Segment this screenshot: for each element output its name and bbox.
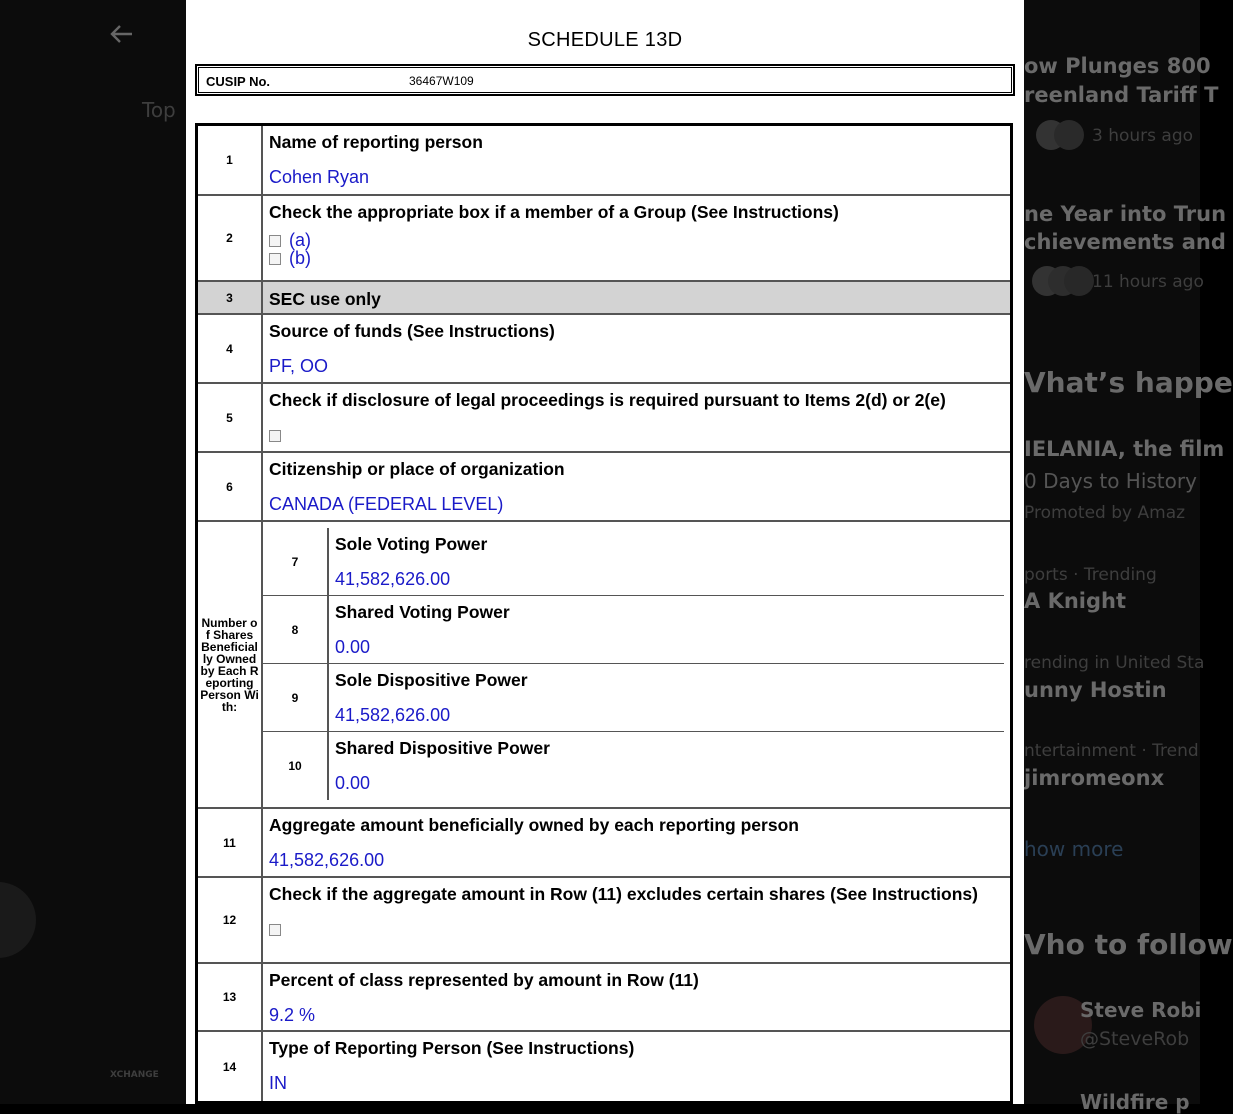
row-question: Sole Dispositive Power [335, 670, 528, 690]
row-number: 7 [263, 528, 329, 595]
trend-item-4-meta: ntertainment · Trend [1024, 741, 1199, 761]
news-headline-1[interactable]: ow Plunges 800 [1024, 54, 1211, 78]
avatar [1064, 266, 1094, 296]
row-number: 5 [198, 384, 263, 451]
trend-item-3-meta: rending in United Sta [1024, 653, 1205, 673]
row-number: 8 [263, 596, 329, 663]
row-question: Check if disclosure of legal proceedings is required pursuant to Items 2(d) or 2(e) [269, 390, 946, 410]
group-a-label: (a) [289, 230, 311, 250]
row-answer: CANADA (FEDERAL LEVEL) [269, 494, 504, 514]
table-row [198, 126, 1010, 196]
news-headline-2[interactable]: ne Year into Trun [1024, 202, 1227, 226]
table-row [198, 878, 1010, 964]
row-number: 13 [198, 964, 263, 1030]
row-answer: 0.00 [335, 773, 371, 793]
table-row [198, 1032, 1010, 1101]
group-a-checkbox[interactable] [269, 235, 281, 247]
follow-suggestion-name[interactable]: Steve Robi [1080, 998, 1202, 1022]
row-question: Percent of class represented by amount in Row (11) [269, 970, 699, 990]
top-tab-label[interactable]: Top [142, 98, 176, 122]
row-question: Source of funds (See Instructions) [269, 321, 555, 341]
row-question: Citizenship or place of organization [269, 459, 565, 479]
row-number: 9 [263, 664, 329, 731]
table-row [263, 732, 1004, 800]
floating-action-button[interactable] [0, 882, 36, 958]
excludes-shares-checkbox[interactable] [269, 924, 281, 936]
table-row [198, 282, 1010, 315]
table-row [198, 196, 1010, 282]
table-row [198, 315, 1010, 384]
trend-item-1-promoted: Promoted by Amaz [1024, 503, 1186, 523]
shares-owned-label: Number of Shares Beneficially Owned by Each Reporting Person With: [198, 522, 263, 807]
row-number: 10 [263, 732, 329, 800]
table-row [263, 664, 1004, 732]
shares-block [198, 522, 1010, 809]
trend-item-3[interactable]: unny Hostin [1024, 678, 1167, 702]
row-answer: PF, OO [269, 356, 329, 376]
row-answer: 41,582,626.00 [269, 850, 385, 870]
page-title: SCHEDULE 13D [527, 29, 683, 51]
row-question: Check if the aggregate amount in Row (11) excludes certain shares (See Instructions) [269, 884, 978, 904]
row-question: Name of reporting person [269, 132, 483, 152]
cusip-label: CUSIP No. [206, 74, 271, 89]
news-meta-1: 3 hours ago [1092, 126, 1194, 146]
table-row [198, 964, 1010, 1032]
whats-happening-title: Vhat’s happe [1024, 366, 1233, 399]
group-b-label: (b) [289, 248, 311, 268]
table-row [198, 384, 1010, 453]
trend-item-4[interactable]: jimromeonx [1024, 766, 1165, 790]
row-number: 6 [198, 453, 263, 520]
trend-item-1-subtitle: 0 Days to History [1024, 469, 1197, 493]
row-number: 1 [198, 126, 263, 194]
cusip-box [195, 64, 1015, 96]
follow-suggestion-handle: @SteveRob [1080, 1028, 1190, 1050]
row-number: 14 [198, 1032, 263, 1101]
row-number: 11 [198, 809, 263, 876]
row-question: Aggregate amount beneficially owned by each reporting person [269, 815, 799, 835]
avatar [1054, 120, 1084, 150]
row-number: 4 [198, 315, 263, 382]
row-number: 3 [198, 282, 263, 313]
table-row [263, 528, 1004, 596]
row-number: 2 [198, 196, 263, 280]
schedule-table [195, 123, 1013, 1104]
trend-item-2-meta: ports · Trending [1024, 565, 1157, 585]
who-to-follow-title: Vho to follow [1024, 928, 1233, 961]
group-b-checkbox[interactable] [269, 253, 281, 265]
row-question: Shared Voting Power [335, 602, 510, 622]
background-left-column [0, 0, 186, 1104]
row-question: Check the appropriate box if a member of a Group (See Instructions) [269, 202, 839, 222]
row-question: SEC use only [269, 289, 381, 309]
document-viewer [186, 0, 1024, 1104]
cusip-value: 36467W109 [409, 74, 474, 88]
row-answer: 41,582,626.00 [335, 705, 451, 725]
news-meta-2: 11 hours ago [1092, 272, 1204, 292]
arrow-left-icon[interactable] [108, 20, 136, 52]
row-question: Sole Voting Power [335, 534, 488, 554]
table-row [263, 596, 1004, 664]
table-row [198, 809, 1010, 878]
row-question: Shared Dispositive Power [335, 738, 550, 758]
show-more-link[interactable]: how more [1024, 837, 1124, 861]
row-answer: 9.2 % [269, 1005, 316, 1025]
news-headline-2b[interactable]: chievements and [1024, 230, 1226, 254]
row-number: 12 [198, 878, 263, 962]
trend-item-2[interactable]: A Knight [1024, 589, 1127, 613]
follow-suggestion-next[interactable]: Wildfire p [1080, 1090, 1190, 1114]
row-answer: 0.00 [335, 637, 371, 657]
row-question: Type of Reporting Person (See Instructions) [269, 1038, 635, 1058]
xchange-badge: XCHANGE [110, 1070, 159, 1080]
row-answer: IN [269, 1073, 287, 1093]
news-headline-1b[interactable]: reenland Tariff T [1024, 83, 1219, 107]
trend-item-1[interactable]: IELANIA, the film [1024, 437, 1225, 461]
background-right-column [1024, 0, 1233, 1114]
legal-proceedings-checkbox[interactable] [269, 430, 281, 442]
table-row [198, 453, 1010, 522]
row-answer: 41,582,626.00 [335, 569, 451, 589]
row-answer: Cohen Ryan [269, 167, 370, 187]
